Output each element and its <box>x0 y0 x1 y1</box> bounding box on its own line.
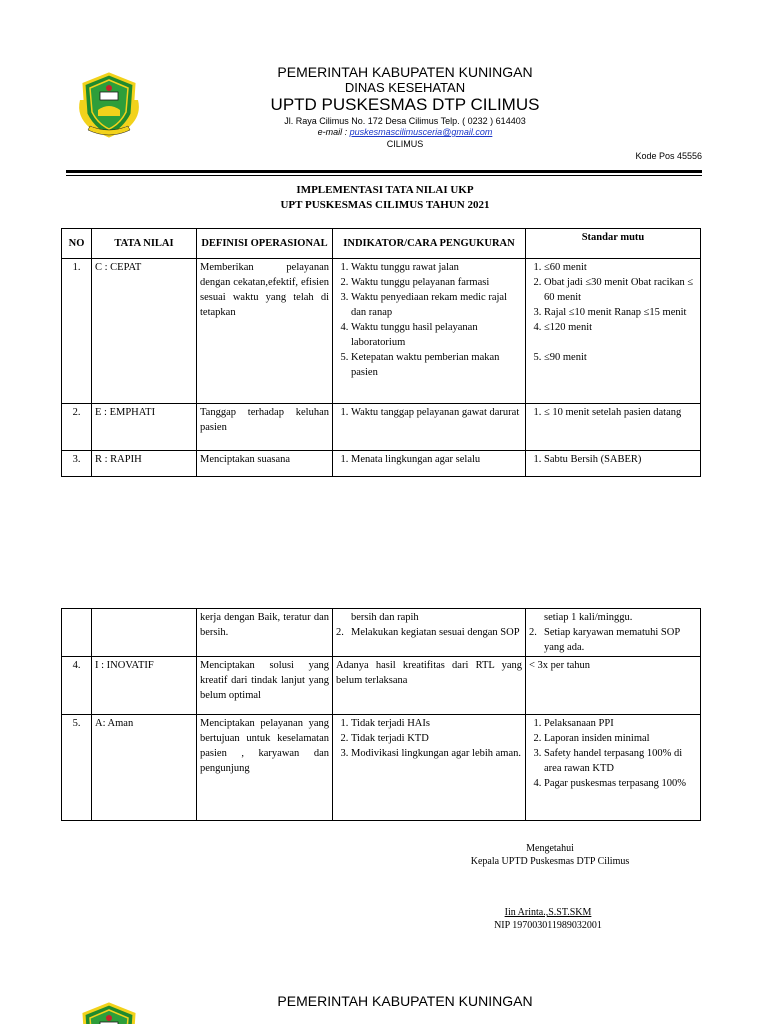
header-indikator: INDIKATOR/CARA PENGUKURAN <box>333 229 526 259</box>
table-row <box>62 715 701 821</box>
email-prefix: e-mail : <box>317 127 350 137</box>
header-department: DINAS KESEHATAN <box>344 80 466 95</box>
row-number: 1. <box>62 259 92 404</box>
standard-item: 1. Pelaksanaan PPI <box>544 716 697 731</box>
standard-item: 2. Obat jadi ≤30 menit Obat racikan ≤ 60 menit <box>544 275 697 305</box>
signature-position: Kepala UPTD Puskesmas DTP Cilimus <box>470 856 630 867</box>
row-indicators <box>333 404 526 451</box>
header-tata-nilai: TATA NILAI <box>92 229 197 259</box>
row-definition: Memberikan pelayanan dengan cekatan,efektif, efisien sesuai waktu yang telah di tetapkan <box>197 259 333 404</box>
row-definition: Tanggap terhadap keluhan pasien <box>197 404 333 451</box>
signature-nip: NIP 197003011989032001 <box>494 920 602 931</box>
header-city: CILIMUS <box>386 139 424 149</box>
email-link[interactable]: puskesmascilimusceria@gmail.com <box>349 127 493 137</box>
standard-item: 2. Setiap karyawan mematuhi SOP yang ada. <box>529 627 680 653</box>
row-value: R : RAPIH <box>92 451 197 477</box>
document-title: IMPLEMENTASI TATA NILAI UKP <box>296 184 474 196</box>
row-number: 2. <box>62 404 92 451</box>
row-standards <box>526 259 701 404</box>
header-divider-thin <box>66 175 702 176</box>
row-definition: Menciptakan suasana <box>197 451 333 477</box>
standard-item: 3. Safety handel terpasang 100% di area rawan KTD <box>544 746 697 776</box>
next-page-header-government: PEMERINTAH KABUPATEN KUNINGAN <box>277 993 533 1009</box>
row-number <box>62 609 92 657</box>
header-standar: Standar mutu <box>526 229 701 259</box>
row-value <box>92 609 197 657</box>
header-divider-thick <box>66 170 702 173</box>
document-subtitle: UPT PUSKESMAS CILIMUS TAHUN 2021 <box>280 199 490 211</box>
table-row <box>62 451 701 477</box>
indicator-item: 1. Tidak terjadi HAIs <box>351 716 522 731</box>
indicator-item: 2. Melakukan kegiatan sesuai dengan SOP <box>336 627 520 638</box>
standard-item: 4. Pagar puskesmas terpasang 100% <box>544 776 697 791</box>
header-address: Jl. Raya Cilimus No. 172 Desa Cilimus Telp. ( 0232 ) 614403 <box>284 116 526 126</box>
standard-item: 1. Sabtu Bersih (SABER) <box>544 452 697 467</box>
standard-item: 3. Rajal ≤10 menit Ranap ≤15 menit <box>544 305 697 320</box>
header-institution: UPTD PUSKESMAS DTP CILIMUS <box>270 95 540 114</box>
standard-item: 5. ≤90 menit <box>544 350 697 365</box>
header-government: PEMERINTAH KABUPATEN KUNINGAN <box>277 64 533 80</box>
values-table-part2 <box>61 608 701 821</box>
row-value: I : INOVATIF <box>92 657 197 715</box>
indicator-item: 1. Waktu tanggap pelayanan gawat darurat <box>351 405 522 420</box>
kuningan-emblem-logo <box>74 1000 144 1024</box>
indicator-item: 1. Waktu tunggu rawat jalan <box>351 260 522 275</box>
row-indicators <box>333 259 526 404</box>
row-standards <box>526 451 701 477</box>
row-definition: Menciptakan pelayanan yang bertujuan untuk keselamatan pasien , karyawan dan pengunjung <box>197 715 333 821</box>
standard-continuation: setiap 1 kali/minggu. <box>544 612 633 623</box>
row-indicators: Adanya hasil kreatifitas dari RTL yang belum terlaksana <box>333 657 526 715</box>
indicator-item: 2. Waktu tunggu pelayanan farmasi <box>351 275 522 290</box>
table-row <box>62 657 701 715</box>
row-standards <box>526 404 701 451</box>
indicator-item: 5. Ketepatan waktu pemberian makan pasien <box>351 350 522 380</box>
header-postal-code: Kode Pos 45556 <box>635 151 702 161</box>
header-definisi: DEFINISI OPERASIONAL <box>197 229 333 259</box>
standard-item: 1. ≤60 menit <box>544 260 697 275</box>
table-header-row <box>62 229 701 259</box>
row-number: 4. <box>62 657 92 715</box>
row-number: 3. <box>62 451 92 477</box>
standard-item: 1. ≤ 10 menit setelah pasien datang <box>544 405 697 420</box>
kuningan-emblem-logo <box>74 70 144 140</box>
row-indicators <box>333 451 526 477</box>
header-email-line <box>240 127 570 137</box>
indicator-item: 3. Waktu penyediaan rekam medic rajal dan ranap <box>351 290 522 320</box>
row-value: E : EMPHATI <box>92 404 197 451</box>
values-table-part1 <box>61 228 701 477</box>
row-value: C : CEPAT <box>92 259 197 404</box>
signature-name: Iin Arinta.,S.ST.SKM <box>504 907 592 918</box>
row-indicators <box>333 609 526 657</box>
row-standards <box>526 715 701 821</box>
row-definition: Menciptakan solusi yang kreatif dari tindak lanjut yang belum optimal <box>197 657 333 715</box>
standard-item: 4. ≤120 menit <box>544 320 697 335</box>
table-row <box>62 609 701 657</box>
row-value: A: Aman <box>92 715 197 821</box>
indicator-item: 4. Waktu tunggu hasil pelayanan laboratorium <box>351 320 522 350</box>
header-no: NO <box>62 229 92 259</box>
indicator-continuation: bersih dan rapih <box>351 612 419 623</box>
row-standards: < 3x per tahun <box>526 657 701 715</box>
row-indicators <box>333 715 526 821</box>
table-row <box>62 259 701 404</box>
row-number: 5. <box>62 715 92 821</box>
indicator-item: 3. Modivikasi lingkungan agar lebih aman. <box>351 746 522 761</box>
signature-acknowledged: Mengetahui <box>526 843 574 854</box>
indicator-item: 2. Tidak terjadi KTD <box>351 731 522 746</box>
table-row <box>62 404 701 451</box>
row-standards <box>526 609 701 657</box>
row-definition: kerja dengan Baik, teratur dan bersih. <box>197 609 333 657</box>
standard-item: 2. Laporan insiden minimal <box>544 731 697 746</box>
indicator-item: 1. Menata lingkungan agar selalu <box>351 452 522 467</box>
